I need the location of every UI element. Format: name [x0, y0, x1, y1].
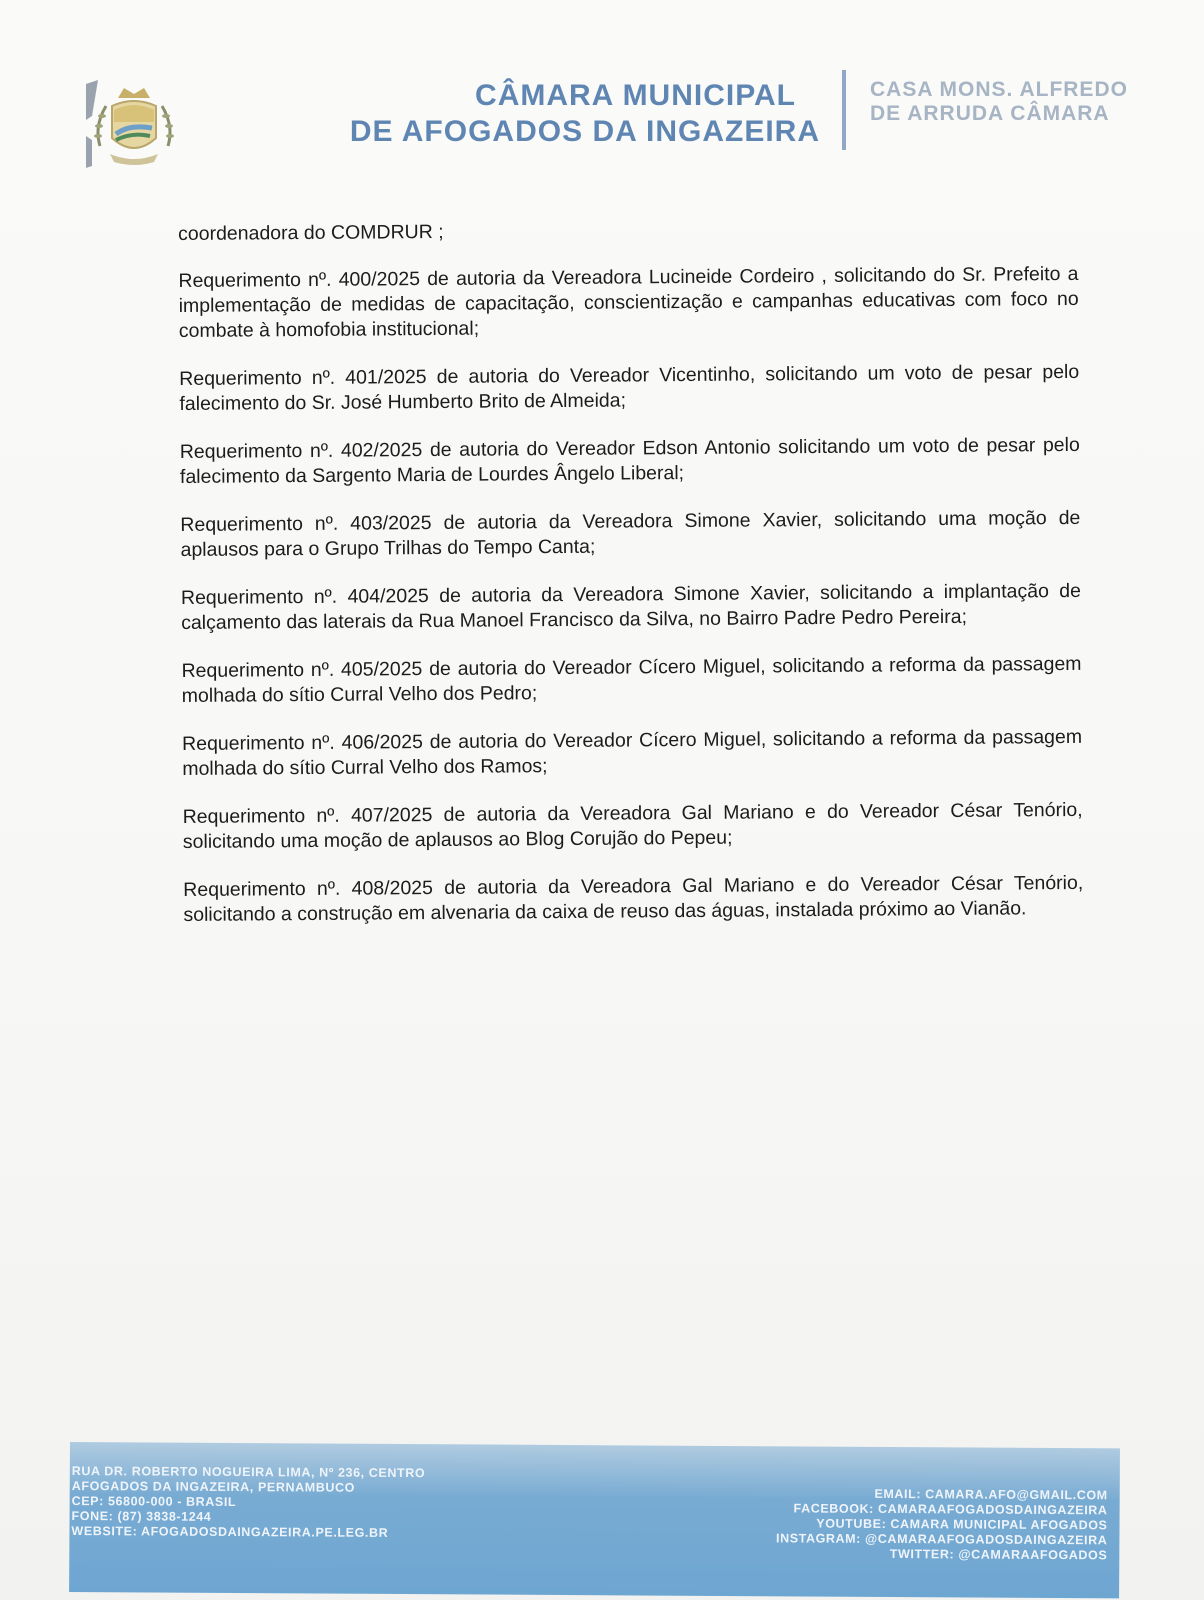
municipal-crest-logo [84, 76, 184, 172]
footer-address-line1: RUA DR. ROBERTO NOGUEIRA LIMA, Nº 236, CENTRO [71, 1464, 426, 1481]
chamber-title [220, 78, 820, 150]
requerimento-403: Requerimento nº. 403/2025 de autoria da Vereadora Simone Xavier, solicitando uma moção de aplausos para o Grupo Trilhas do Tempo Canta; [180, 506, 1081, 561]
letterhead [80, 70, 1128, 180]
footer-contact-block [627, 1485, 1107, 1563]
house-name-line2: DE ARRUDA CÂMARA [870, 102, 1110, 125]
requerimento-404: Requerimento nº. 404/2025 de autoria da Vereadora Simone Xavier, solicitando a implantação de calçamento das laterais da Rua Manoel Francisco da Silva, no Bairro Padre Pedro Pereira; [180, 579, 1082, 634]
footer-email: EMAIL: CAMARA.AFO@GMAIL.COM [874, 1486, 1108, 1503]
intro-line: coordenadora do COMDRUR ; [178, 220, 444, 245]
requerimento-407: Requerimento nº. 407/2025 de autoria da Vereadora Gal Mariano e do Vereador César Tenório, solicitando uma moção de aplausos ao Blog Corujão do Pepeu; [182, 798, 1083, 853]
footer-facebook: FACEBOOK: CAMARAAFOGADOSDAINGAZEIRA [793, 1501, 1108, 1518]
requerimento-400: Requerimento nº. 400/2025 de autoria da Vereadora Lucineide Cordeiro , solicitando do Sr. Prefeito a implementação de medidas de capacitação, conscientização e campanhas educativas com foco no combate à homofobia institucional; [178, 262, 1079, 342]
footer-address-line2: AFOGADOS DA INGAZEIRA, PERNAMBUCO [71, 1479, 356, 1495]
requerimento-405: Requerimento nº. 405/2025 de autoria do Vereador Cícero Miguel, solicitando a reforma da passagem molhada do sítio Curral Velho dos Pedro; [181, 652, 1082, 707]
requerimento-408: Requerimento nº. 408/2025 de autoria da Vereadora Gal Mariano e do Vereador César Tenório, solicitando a construção em alvenaria da caixa de reuso das águas, instalada próximo ao Vianão. [183, 871, 1084, 926]
header-divider [842, 70, 846, 150]
letterhead-footer [69, 1442, 1120, 1598]
requerimento-402: Requerimento nº. 402/2025 de autoria do Vereador Edson Antonio solicitando um voto de pesar pelo falecimento da Sargento Maria de Lourdes Ângelo Liberal; [179, 433, 1080, 488]
footer-phone: FONE: (87) 3838-1244 [71, 1509, 212, 1524]
footer-address-block [71, 1464, 591, 1542]
footer-instagram: INSTAGRAM: @CAMARAAFOGADOSDAINGAZEIRA [776, 1531, 1108, 1548]
requerimento-406: Requerimento nº. 406/2025 de autoria do Vereador Cícero Miguel, solicitando a reforma da passagem molhada do sítio Curral Velho dos Ramos; [182, 725, 1083, 780]
house-name [870, 78, 1190, 126]
footer-youtube: YOUTUBE: CAMARA MUNICIPAL AFOGADOS [816, 1516, 1108, 1533]
document-body [178, 215, 1084, 951]
footer-cep: CEP: 56800-000 - BRASIL [71, 1494, 237, 1510]
chamber-title-line1: CÂMARA MUNICIPAL [475, 79, 796, 112]
footer-twitter: TWITTER: @CAMARAAFOGADOS [889, 1547, 1108, 1563]
requerimento-401: Requerimento nº. 401/2025 de autoria do Vereador Vicentinho, solicitando um voto de pesar pelo falecimento do Sr. José Humberto Brito de Almeida; [179, 360, 1080, 415]
chamber-title-line2: DE AFOGADOS DA INGAZEIRA [349, 115, 820, 148]
house-name-line1: CASA MONS. ALFREDO [870, 78, 1128, 101]
footer-website: WEBSITE: AFOGADOSDAINGAZEIRA.PE.LEG.BR [71, 1524, 389, 1540]
